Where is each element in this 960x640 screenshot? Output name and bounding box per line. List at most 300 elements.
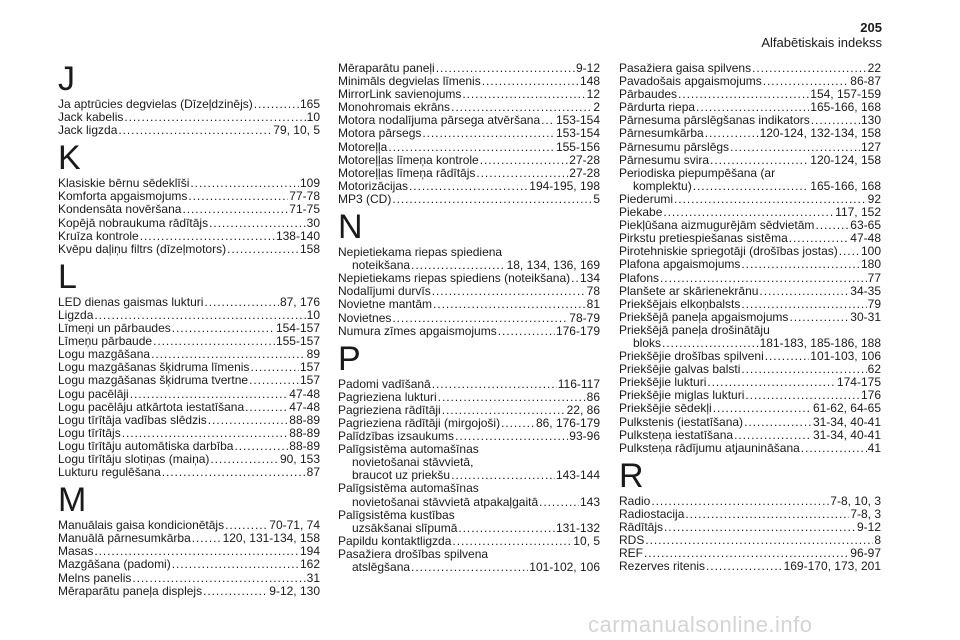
- index-term: Palīdzības izsaukums: [338, 429, 455, 444]
- dot-leader: [392, 312, 568, 325]
- index-term: Pagrieziena lukturi: [338, 389, 437, 404]
- dot-leader: [210, 453, 279, 466]
- index-term: Pagrieziena rādītāji (mirgojoši): [338, 415, 501, 430]
- index-term: MirrorLink savienojums: [338, 87, 462, 102]
- index-term: Logu mazgāšanas šķidruma līmenis: [58, 360, 250, 375]
- dot-leader: [422, 127, 555, 140]
- dot-leader: [392, 193, 592, 206]
- dot-leader: [153, 335, 275, 348]
- index-term: Numura zīmes apgaismojums: [338, 323, 497, 338]
- index-pages: 90, 153: [279, 451, 320, 466]
- dot-leader: [801, 442, 867, 455]
- dot-leader: [182, 203, 288, 216]
- index-entry: [338, 325, 600, 338]
- dot-leader: [172, 558, 299, 571]
- index-term: RDS: [619, 533, 645, 548]
- index-pages: 30: [306, 215, 320, 230]
- index-term: REF: [619, 546, 643, 561]
- index-pages: 143: [579, 494, 600, 509]
- index-term: Pulksteņa rādījumu atjaunināšana: [619, 440, 800, 455]
- index-entry: [619, 272, 881, 285]
- index-pages: 79: [867, 296, 881, 311]
- dot-leader: [411, 561, 528, 574]
- index-term: Jack ligzda: [58, 123, 118, 138]
- index-term: Pasažiera gaisa spilvens: [619, 61, 752, 75]
- index-entry: [338, 312, 600, 325]
- index-pages: 31-34, 40-41: [812, 414, 881, 429]
- index-pages: 155-157: [275, 334, 320, 349]
- index-group: [338, 339, 600, 574]
- index-pages: 81: [586, 297, 600, 312]
- dot-leader: [744, 416, 812, 429]
- index-entry: [619, 495, 881, 508]
- index-term: braucot uz priekšu: [352, 468, 451, 483]
- dot-leader: [208, 414, 289, 427]
- index-term: Pulksteņa iestatīšana: [619, 427, 734, 442]
- index-term: Plafons: [619, 270, 660, 285]
- dot-leader: [192, 532, 222, 545]
- index-pages: 174-175: [836, 375, 881, 390]
- index-term: Pārnesuma pārslēgšanas indikators: [619, 113, 810, 128]
- index-entry-line: Palīgsistēma automašīnas: [338, 481, 479, 496]
- index-entry-line: novietošanai stāvvietā,: [352, 455, 474, 470]
- index-term: Rezerves ritenis: [619, 559, 706, 574]
- index-term: Motora nodalījuma pārsega atvēršana: [338, 113, 541, 128]
- dot-leader: [498, 325, 555, 338]
- index-pages: 2: [593, 100, 600, 115]
- index-entry: [619, 521, 881, 534]
- index-term: Jack kabelis: [58, 110, 124, 125]
- dot-leader: [249, 374, 299, 387]
- index-term: Priekšējie galvas balsti: [619, 362, 741, 377]
- index-entry: [619, 154, 881, 167]
- index-term: atslēgšana: [352, 560, 411, 574]
- index-pages: 92: [867, 191, 881, 206]
- index-pages: 30-31: [850, 309, 881, 324]
- index-pages: 47-48: [850, 231, 881, 246]
- index-pages: 78-79: [569, 310, 600, 325]
- index-entry: [619, 258, 881, 271]
- index-pages: 176: [860, 388, 881, 403]
- index-term: Pulkstenis (iestatīšana): [619, 414, 744, 429]
- index-entry: [619, 560, 881, 573]
- index-term: Motoreļļas līmeņa rādītājs: [338, 165, 476, 180]
- index-pages: 138-140: [275, 228, 320, 243]
- index-term: Kvēpu daļiņu filtrs (dīzeļmotors): [58, 241, 227, 256]
- index-term: Plafona apgaismojums: [619, 257, 741, 272]
- dot-leader: [140, 230, 275, 243]
- index-term: Monohromais ekrāns: [338, 100, 451, 115]
- index-pages: 88-89: [289, 412, 320, 427]
- index-pages: 78: [586, 284, 600, 299]
- index-pages: 86: [586, 389, 600, 404]
- index-entry-line: Nepietiekama riepas spiediena: [338, 245, 503, 260]
- index-pages: 41: [867, 440, 881, 455]
- index-term: Piekabe: [619, 205, 663, 220]
- index-pages: 12: [586, 87, 600, 102]
- index-entry: [58, 440, 320, 453]
- dot-leader: [839, 245, 860, 258]
- index-term: Nepietiekams riepas spiediens (noteikšana): [338, 271, 571, 286]
- index-pages: 27-28: [569, 165, 600, 180]
- index-term: Novietne mantām: [338, 297, 433, 312]
- index-entry: [338, 378, 600, 391]
- dot-leader: [162, 466, 306, 479]
- index-term: Pirotehniskie spriegotāji (drošības jostas): [619, 244, 838, 259]
- index-pages: 7-8, 10, 3: [830, 493, 881, 508]
- index-pages: 194: [299, 544, 320, 559]
- dot-leader: [234, 440, 288, 453]
- dot-leader: [705, 127, 759, 140]
- index-term: Pārbaudes: [619, 87, 678, 102]
- page-header: [761, 21, 882, 50]
- index-pages: 9-12: [575, 61, 600, 75]
- index-group: [58, 483, 320, 598]
- dot-leader: [710, 154, 809, 167]
- index-pages: 162: [299, 557, 320, 572]
- index-pages: 158: [299, 241, 320, 256]
- section-title: Alfabētiskais indekss: [761, 35, 882, 50]
- index-pages: 96-97: [850, 546, 881, 561]
- index-term: Pagrieziena rādītāji: [338, 402, 441, 417]
- index-group: [58, 62, 320, 137]
- index-entry: [338, 141, 600, 154]
- dot-leader: [409, 180, 528, 193]
- index-pages: 22, 86: [566, 402, 600, 417]
- dot-leader: [122, 427, 289, 440]
- index-pages: 77: [867, 270, 881, 285]
- index-pages: 181-183, 185-186, 188: [759, 335, 881, 350]
- index-term: Motora pārsegs: [338, 126, 422, 141]
- index-term: Motorizācijas: [338, 178, 409, 193]
- index-pages: 194-195, 198: [529, 178, 600, 193]
- dot-leader: [741, 298, 866, 311]
- index-pages: 157: [299, 373, 320, 388]
- index-pages: 62: [867, 362, 881, 377]
- dot-leader: [388, 141, 555, 154]
- index-group: [619, 62, 881, 455]
- index-letter: K: [58, 139, 81, 178]
- index-term: Rādītājs: [619, 520, 664, 534]
- index-entry: [58, 585, 320, 598]
- dot-leader: [462, 88, 585, 101]
- index-pages: 87: [306, 465, 320, 480]
- index-pages: 9-12: [856, 520, 881, 534]
- index-pages: 165-166, 168: [810, 178, 881, 193]
- index-entry: [619, 285, 881, 298]
- index-term: novietošanai stāvvietā atpakaļgaitā: [352, 494, 539, 509]
- index-entry: [58, 532, 320, 545]
- index-pages: 47-48: [289, 386, 320, 401]
- index-term: Priekšējā paneļa apgaismojums: [619, 309, 789, 324]
- index-pages: 169-170, 173, 201: [783, 559, 881, 574]
- index-term: noteikšana: [352, 258, 411, 273]
- index-entry: [619, 180, 881, 193]
- index-entry: [338, 496, 600, 509]
- index-pages: 79, 10, 5: [273, 123, 320, 138]
- dot-leader: [693, 180, 810, 193]
- dot-leader: [442, 404, 566, 417]
- index-pages: 134: [579, 271, 600, 286]
- index-entry: [619, 429, 881, 442]
- dot-leader: [476, 167, 568, 180]
- dot-leader: [765, 350, 810, 363]
- index-entry: [58, 124, 320, 137]
- index-column-3: [619, 62, 881, 573]
- dot-leader: [130, 388, 289, 401]
- index-entry: [619, 534, 881, 547]
- index-pages: 93-96: [569, 429, 600, 444]
- dot-leader: [789, 311, 849, 324]
- dot-leader: [204, 296, 279, 309]
- index-pages: 10: [306, 307, 320, 322]
- index-term: Logu tīrītāju automātiska darbība: [58, 438, 234, 453]
- dot-leader: [730, 141, 860, 154]
- index-pages: 86-87: [850, 74, 881, 89]
- index-term: Mēraparātu paneļi: [338, 61, 435, 75]
- index-entry: [338, 167, 600, 180]
- index-term: Logu pacēlāji: [58, 386, 129, 401]
- index-entry: [58, 374, 320, 387]
- index-pages: 47-48: [289, 399, 320, 414]
- index-entry: [619, 127, 881, 140]
- index-entry: [619, 442, 881, 455]
- index-pages: 180: [860, 257, 881, 272]
- index-term: Kruīza kontrole: [58, 228, 139, 243]
- index-entry-line: Periodiska piepumpēšana (ar: [619, 165, 776, 180]
- index-term: bloks: [633, 335, 662, 350]
- index-pages: 120, 131-134, 158: [222, 531, 320, 546]
- index-term: Padomi vadīšanā: [338, 376, 431, 391]
- index-term: Radio: [619, 493, 651, 508]
- index-entry: [619, 416, 881, 429]
- index-pages: 31-34, 40-41: [812, 427, 881, 442]
- index-entry: [58, 230, 320, 243]
- index-term: Pavadošais apgaismojums: [619, 74, 762, 89]
- index-entry: [58, 466, 320, 479]
- index-group: [619, 456, 881, 574]
- dot-leader: [438, 391, 586, 404]
- index-group: [338, 62, 600, 206]
- index-pages: 165: [299, 97, 320, 111]
- index-pages: 155-156: [555, 139, 600, 154]
- index-term: Mazgāšana (padomi): [58, 557, 171, 572]
- index-pages: 101-103, 106: [810, 349, 881, 364]
- index-term: Logu pacēlāju atkārtota iestatīšana: [58, 399, 245, 414]
- index-column-1: [58, 62, 320, 598]
- index-entry: [58, 572, 320, 585]
- index-entry: [58, 401, 320, 414]
- index-pages: 130: [860, 113, 881, 128]
- index-term: Piederumi: [619, 191, 674, 206]
- index-entry: [58, 243, 320, 256]
- index-letter: N: [338, 208, 363, 247]
- index-pages: 100: [860, 244, 881, 259]
- index-term: Piekļūšana aizmugurējām sēdvietām: [619, 218, 815, 233]
- index-term: Līmeņu pārbaude: [58, 334, 153, 349]
- index-pages: 34-35: [850, 283, 881, 298]
- dot-leader: [685, 508, 849, 521]
- index-pages: 31: [306, 570, 320, 585]
- index-pages: 18, 134, 136, 169: [506, 258, 600, 273]
- index-letter: R: [619, 456, 644, 495]
- index-entry: [58, 296, 320, 309]
- index-term: Logu tīrītāju slotiņas (maiņa): [58, 451, 210, 466]
- dot-leader: [713, 402, 812, 415]
- dot-leader: [480, 154, 569, 167]
- index-entry: [338, 522, 600, 535]
- index-pages: 86, 176-179: [535, 415, 600, 430]
- index-pages: 131-132: [555, 520, 600, 535]
- index-entry-line: Palīgsistēma kustības: [338, 507, 455, 522]
- index-term: Planšete ar skārienekrānu: [619, 283, 759, 298]
- index-column-2: [338, 62, 600, 574]
- index-pages: 5: [593, 191, 600, 206]
- index-entry: [619, 402, 881, 415]
- index-term: LED dienas gaismas lukturi: [58, 294, 204, 309]
- index-pages: 165-166, 168: [810, 100, 881, 115]
- dot-leader: [741, 258, 860, 271]
- index-entry: [619, 141, 881, 154]
- index-term: Pirkstu pretiespiešanas sistēma: [619, 231, 788, 246]
- dot-leader: [432, 285, 586, 298]
- dot-leader: [645, 534, 873, 547]
- index-pages: 89: [306, 347, 320, 362]
- index-term: Radiostacija: [619, 506, 685, 521]
- index-entry-line: Pasažiera drošības spilvena: [338, 546, 489, 561]
- dot-leader: [571, 272, 579, 285]
- index-letter: J: [58, 60, 75, 98]
- index-entry: [58, 203, 320, 216]
- index-term: Priekšējie lukturi: [619, 375, 707, 390]
- index-term: Motoreļļa: [338, 139, 388, 154]
- dot-leader: [458, 522, 555, 535]
- watermark: carmanualsonline.info: [588, 612, 813, 637]
- index-pages: 127: [860, 139, 881, 154]
- index-entry: [58, 388, 320, 401]
- index-pages: 143-144: [555, 468, 600, 483]
- index-pages: 120-124, 158: [810, 152, 881, 167]
- index-pages: 153-154: [555, 126, 600, 141]
- dot-leader: [501, 417, 535, 430]
- index-pages: 63-65: [850, 218, 881, 233]
- index-pages: 10: [306, 110, 320, 125]
- index-pages: 8: [874, 533, 881, 548]
- dot-leader: [815, 219, 849, 232]
- index-pages: 87, 176: [279, 294, 320, 309]
- dot-leader: [664, 521, 856, 534]
- index-term: Masas: [58, 544, 94, 559]
- dot-leader: [254, 98, 299, 111]
- index-term: Kopējā nobraukuma rādītājs: [58, 215, 209, 230]
- index-term: komplektu): [633, 178, 692, 193]
- index-pages: 120-124, 132-134, 158: [759, 126, 881, 141]
- index-term: Klasiskie bērnu sēdeklīši: [58, 176, 190, 191]
- index-pages: 176-179: [555, 323, 600, 338]
- index-group: [58, 257, 320, 480]
- dot-leader: [118, 124, 272, 137]
- index-pages: 101-102, 106: [529, 560, 600, 574]
- index-term: Priekšējie miglas lukturi: [619, 388, 745, 403]
- index-pages: 10, 5: [573, 533, 600, 548]
- index-entry: [338, 193, 600, 206]
- index-entry: [338, 127, 600, 140]
- index-letter: M: [58, 481, 87, 520]
- index-group: [338, 210, 600, 338]
- index-pages: 22: [867, 61, 881, 75]
- index-entry: [58, 427, 320, 440]
- index-pages: 109: [299, 176, 320, 191]
- index-letter: P: [338, 339, 361, 378]
- index-entry-line: Priekšējā paneļa drošinātāju: [619, 322, 770, 337]
- index-entry: [619, 311, 881, 324]
- dot-leader: [433, 298, 586, 311]
- dot-leader: [482, 75, 579, 88]
- index-entry: [58, 414, 320, 427]
- index-entry: [619, 298, 881, 311]
- dot-leader: [651, 495, 829, 508]
- index-term: Priekšējie drošības spilveni: [619, 349, 764, 364]
- dot-leader: [759, 285, 849, 298]
- index-group: [58, 141, 320, 256]
- index-pages: 157: [299, 360, 320, 375]
- index-pages: 148: [579, 74, 600, 89]
- index-term: Lukturu regulēšana: [58, 465, 161, 480]
- index-term: Pārnesumu pārslēgs: [619, 139, 730, 154]
- index-term: Komforta apgaismojums: [58, 189, 188, 204]
- index-pages: 154, 157-159: [810, 87, 881, 102]
- dot-leader: [190, 177, 299, 190]
- index-entry: [58, 558, 320, 571]
- index-term: Kondensāta novēršana: [58, 202, 182, 217]
- index-term: Minimāls degvielas līmenis: [338, 74, 481, 89]
- index-pages: 7-8, 3: [850, 506, 881, 521]
- index-pages: 116-117: [557, 376, 600, 391]
- index-entry: [58, 217, 320, 230]
- index-term: Melns panelis: [58, 570, 132, 585]
- index-pages: 70-71, 74: [269, 518, 320, 533]
- dot-leader: [660, 272, 867, 285]
- dot-leader: [678, 88, 809, 101]
- dot-leader: [132, 572, 305, 585]
- index-term: Nodalījumi durvīs: [338, 284, 431, 299]
- index-pages: 117, 152: [835, 205, 881, 220]
- index-entry: [338, 298, 600, 311]
- dot-leader: [734, 429, 812, 442]
- dot-leader: [245, 401, 288, 414]
- index-entry-line: Palīgsistēma automašīnas: [338, 442, 479, 457]
- index-pages: 77-78: [289, 189, 320, 204]
- index-term: Logu mazgāšanas šķidruma tvertne: [58, 373, 249, 388]
- index-term: Līmeņi un pārbaudes: [58, 321, 171, 336]
- index-term: Ja aptrūcies degvielas (Dīzeļdzinējs): [58, 97, 253, 111]
- index-pages: 9-12, 130: [269, 583, 320, 598]
- dot-leader: [539, 496, 579, 509]
- index-term: Ligzda: [58, 307, 94, 322]
- dot-leader: [250, 361, 299, 374]
- index-pages: 61-62, 64-65: [812, 401, 881, 416]
- dot-leader: [541, 114, 555, 127]
- index-term: Pārnesumu svira: [619, 152, 710, 167]
- dot-leader: [706, 560, 783, 573]
- dot-leader: [209, 217, 306, 230]
- index-pages: 71-75: [289, 202, 320, 217]
- index-term: Priekšējais elkoņbalsts: [619, 296, 741, 311]
- index-pages: 88-89: [289, 425, 320, 440]
- index-pages: 154-157: [275, 321, 320, 336]
- dot-leader: [203, 585, 268, 598]
- index-letter: L: [58, 257, 77, 296]
